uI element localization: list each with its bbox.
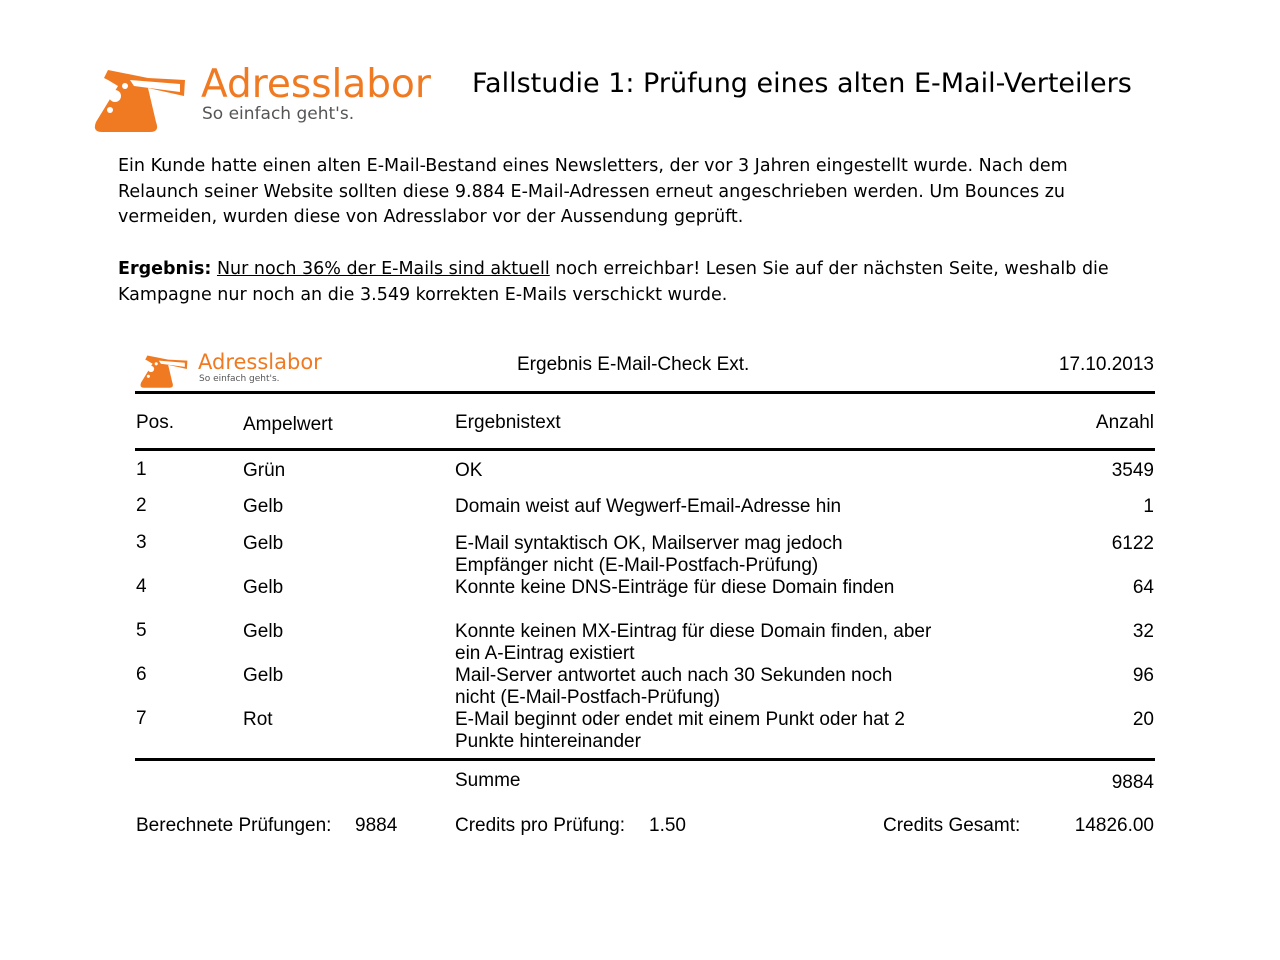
brand-name: Adresslabor — [201, 62, 431, 107]
report-title: Ergebnis E-Mail-Check Ext. — [517, 354, 750, 375]
page-title: Fallstudie 1: Prüfung eines alten E-Mail-Verteilers — [472, 68, 1132, 99]
row-text-cont: Empfänger nicht (E-Mail-Postfach-Prüfung) — [455, 555, 819, 576]
row-pos: 4 — [136, 576, 147, 597]
row-ampel: Gelb — [243, 496, 284, 517]
row-text: Domain weist auf Wegwerf-Email-Adresse hin — [455, 496, 842, 517]
credits-total-label: Credits Gesamt: — [883, 815, 1021, 836]
divider — [135, 448, 1155, 451]
column-header-text: Ergebnistext — [455, 412, 561, 433]
report-brand-tagline: So einfach geht's. — [199, 374, 280, 384]
column-header-ampel: Ampelwert — [243, 414, 333, 435]
row-ampel: Gelb — [243, 577, 284, 598]
row-text: E-Mail syntaktisch OK, Mailserver mag jedoch — [455, 533, 843, 554]
divider — [135, 391, 1155, 394]
checks-label: Berechnete Prüfungen: — [136, 815, 332, 836]
row-text: Mail-Server antwortet auch nach 30 Sekunden noch — [455, 665, 893, 686]
row-text: Konnte keinen MX-Eintrag für diese Domain finden, aber — [455, 621, 932, 642]
row-pos: 5 — [136, 620, 147, 641]
row-ampel: Gelb — [243, 533, 284, 554]
sum-label: Summe — [455, 770, 521, 791]
row-text: E-Mail beginnt oder endet mit einem Punkt oder hat 2 — [455, 709, 905, 730]
intro-line: vermeiden, wurden diese von Adresslabor vor der Aussendung geprüft. — [118, 207, 744, 227]
column-header-pos: Pos. — [136, 412, 175, 433]
row-text-cont: nicht (E-Mail-Postfach-Prüfung) — [455, 687, 721, 708]
row-text: OK — [455, 460, 483, 481]
row-pos: 7 — [136, 708, 147, 729]
divider — [135, 758, 1155, 761]
intro-line: Relaunch seiner Website sollten diese 9.884 E-Mail-Adressen erneut angeschrieben werden. Um Bounces zu — [118, 181, 1066, 202]
brand-tagline: So einfach geht's. — [202, 104, 355, 124]
row-ampel: Gelb — [243, 665, 284, 686]
row-count: 20 — [1132, 709, 1154, 730]
row-ampel: Gelb — [243, 621, 284, 642]
row-count: 3549 — [1111, 460, 1154, 481]
flask-icon — [138, 348, 190, 390]
row-count: 64 — [1132, 577, 1154, 598]
report-brand-name: Adresslabor — [198, 350, 322, 374]
row-count: 6122 — [1111, 533, 1154, 554]
result-highlight: Nur noch 36% der E-Mails sind aktuell — [216, 259, 550, 279]
intro-line: Ein Kunde hatte einen alten E-Mail-Bestand eines Newsletters, der vor 3 Jahren eingestellt wurde. Nach dem — [118, 156, 1068, 176]
row-pos: 1 — [136, 459, 147, 480]
row-pos: 2 — [136, 495, 147, 516]
report-logo — [138, 348, 328, 390]
row-text: Konnte keine DNS-Einträge für diese Domain finden — [455, 577, 895, 598]
row-text-cont: Punkte hintereinander — [455, 731, 641, 752]
checks-value: 9884 — [355, 815, 398, 836]
row-ampel: Grün — [243, 460, 286, 481]
result-label: Ergebnis: — [118, 259, 212, 279]
row-count: 96 — [1132, 665, 1154, 686]
row-count: 1 — [1143, 496, 1154, 517]
report-date: 17.10.2013 — [1058, 354, 1154, 375]
credits-per-check-label: Credits pro Prüfung: — [455, 815, 626, 836]
row-pos: 6 — [136, 664, 147, 685]
result-rest: noch erreichbar! Lesen Sie auf der nächsten Seite, weshalb die — [549, 259, 1109, 279]
row-ampel: Rot — [243, 709, 273, 730]
row-pos: 3 — [136, 532, 147, 553]
credits-total-value: 14826.00 — [1074, 815, 1154, 836]
sum-value: 9884 — [1111, 772, 1154, 793]
credits-per-check-value: 1.50 — [649, 815, 686, 836]
column-header-count: Anzahl — [1095, 412, 1154, 433]
row-count: 32 — [1132, 621, 1154, 642]
row-text-cont: ein A-Eintrag existiert — [455, 643, 635, 664]
result-line2: Kampagne nur noch an die 3.549 korrekten E-Mails verschickt wurde. — [118, 284, 728, 305]
